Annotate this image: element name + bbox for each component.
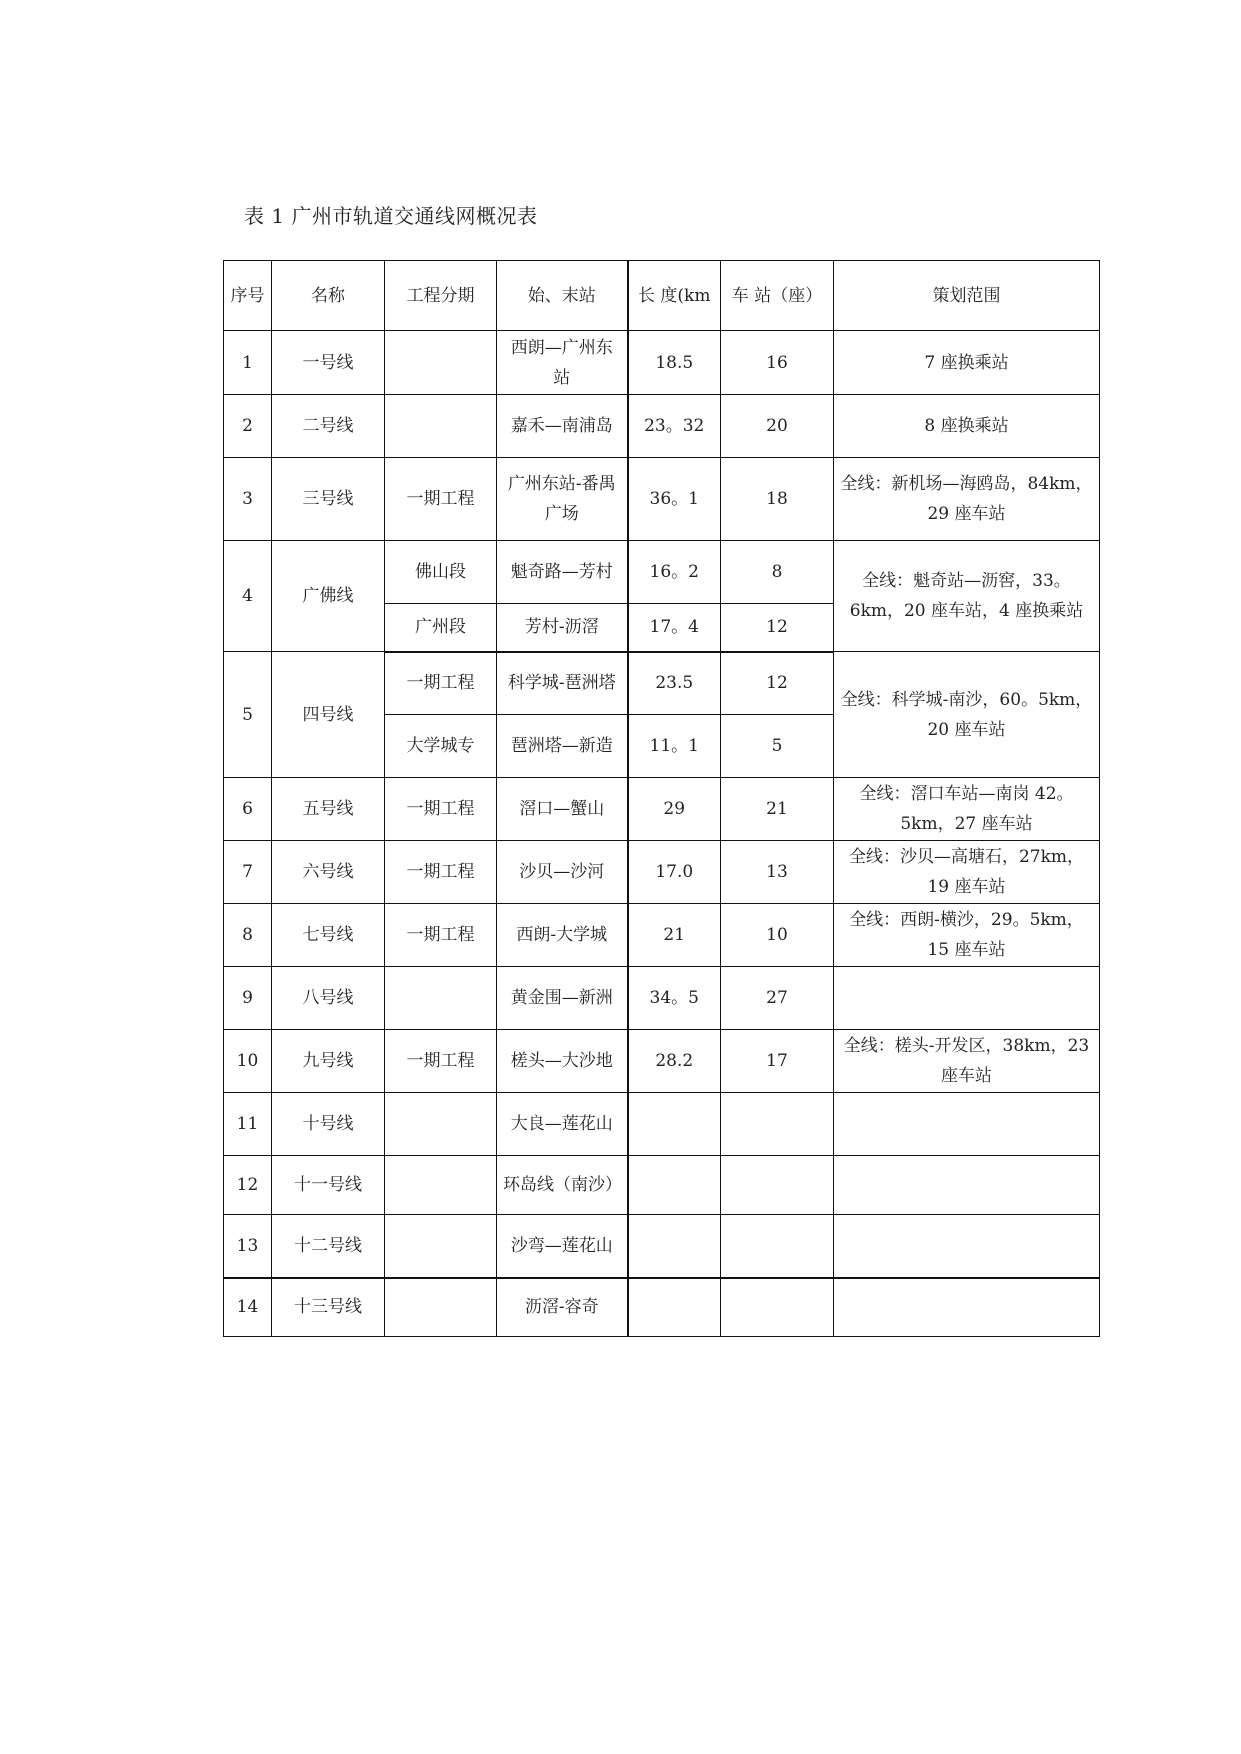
cell-name: 五号线: [272, 778, 385, 841]
cell-scope: 全线：魁奇站—沥窖，33。6km，20 座车站，4 座换乘站: [834, 541, 1100, 652]
cell-length: 21: [628, 904, 721, 967]
cell-scope: 全线：滘口车站—南岗 42。5km，27 座车站: [834, 778, 1100, 841]
table-row: [224, 967, 1100, 1030]
cell-no: 2: [224, 395, 272, 458]
cell-length: 28.2: [628, 1030, 721, 1093]
header-name: 名称: [272, 261, 385, 331]
cell-no: 10: [224, 1030, 272, 1093]
cell-length: [628, 1215, 721, 1278]
cell-ends: 沙弯—莲花山: [497, 1215, 628, 1278]
cell-length: 34。5: [628, 967, 721, 1030]
cell-length: 36。1: [628, 458, 721, 541]
cell-scope: 全线：槎头-开发区，38km，23 座车站: [834, 1030, 1100, 1093]
cell-stations: [721, 1093, 834, 1156]
header-stations: 车 站（座）: [721, 261, 834, 331]
cell-stations: 10: [721, 904, 834, 967]
cell-ends: 嘉禾—南浦岛: [497, 395, 628, 458]
cell-stations: [721, 1278, 834, 1337]
table-row: [224, 1030, 1100, 1093]
cell-stations: 12: [721, 652, 834, 715]
cell-name: 七号线: [272, 904, 385, 967]
cell-ends: 沙贝—沙河: [497, 841, 628, 904]
table-row: [224, 395, 1100, 458]
cell-scope: [834, 1093, 1100, 1156]
cell-ends: 大良—莲花山: [497, 1093, 628, 1156]
cell-phase: 一期工程: [385, 778, 497, 841]
header-row: [224, 261, 1100, 331]
cell-ends: 槎头—大沙地: [497, 1030, 628, 1093]
cell-name: 三号线: [272, 458, 385, 541]
cell-phase: 一期工程: [385, 458, 497, 541]
table-row: [224, 1093, 1100, 1156]
table-row: [224, 652, 1100, 715]
cell-phase: [385, 1156, 497, 1215]
cell-scope: 全线：西朗-横沙，29。5km，15 座车站: [834, 904, 1100, 967]
cell-scope: 全线：新机场—海鸥岛，84km，29 座车站: [834, 458, 1100, 541]
table-caption: 表 1 广州市轨道交通线网概况表: [244, 204, 538, 228]
cell-ends: 黄金围—新洲: [497, 967, 628, 1030]
cell-ends: 沥滘-容奇: [497, 1278, 628, 1337]
cell-length: 17.0: [628, 841, 721, 904]
cell-stations: 16: [721, 331, 834, 395]
cell-ends: 西朗-大学城: [497, 904, 628, 967]
cell-stations: 13: [721, 841, 834, 904]
cell-length: 29: [628, 778, 721, 841]
cell-phase: [385, 331, 497, 395]
cell-no: 11: [224, 1093, 272, 1156]
cell-stations: [721, 1156, 834, 1215]
cell-ends: 琶洲塔—新造: [497, 715, 628, 778]
header-scope: 策划范围: [834, 261, 1100, 331]
table-row: [224, 541, 1100, 604]
table-row: [224, 1278, 1100, 1337]
cell-length: 23.5: [628, 652, 721, 715]
cell-scope: 全线：科学城-南沙，60。5km，20 座车站: [834, 652, 1100, 778]
cell-stations: [721, 1215, 834, 1278]
cell-stations: 27: [721, 967, 834, 1030]
cell-name: 一号线: [272, 331, 385, 395]
cell-name: 十号线: [272, 1093, 385, 1156]
cell-ends: 科学城-琶洲塔: [497, 652, 628, 715]
cell-scope: 全线：沙贝—高塘石，27km，19 座车站: [834, 841, 1100, 904]
cell-phase: 佛山段: [385, 541, 497, 604]
cell-no: 8: [224, 904, 272, 967]
table-row: [224, 841, 1100, 904]
cell-no: 4: [224, 541, 272, 652]
cell-scope: [834, 1278, 1100, 1337]
cell-phase: 广州段: [385, 604, 497, 652]
cell-phase: 一期工程: [385, 841, 497, 904]
cell-length: 17。4: [628, 604, 721, 652]
cell-length: [628, 1093, 721, 1156]
cell-name: 二号线: [272, 395, 385, 458]
table-row: [224, 458, 1100, 541]
header-phase: 工程分期: [385, 261, 497, 331]
cell-ends: 广州东站-番禺广场: [497, 458, 628, 541]
cell-no: 5: [224, 652, 272, 778]
cell-phase: 大学城专: [385, 715, 497, 778]
cell-name: 四号线: [272, 652, 385, 778]
cell-length: 11。1: [628, 715, 721, 778]
cell-phase: 一期工程: [385, 1030, 497, 1093]
cell-no: 9: [224, 967, 272, 1030]
cell-name: 广佛线: [272, 541, 385, 652]
cell-stations: 20: [721, 395, 834, 458]
rail-network-table: [223, 260, 1100, 1337]
cell-name: 八号线: [272, 967, 385, 1030]
cell-length: 16。2: [628, 541, 721, 604]
cell-no: 1: [224, 331, 272, 395]
cell-stations: 5: [721, 715, 834, 778]
header-length: 长 度(km: [628, 261, 721, 331]
cell-stations: 17: [721, 1030, 834, 1093]
table-row: [224, 778, 1100, 841]
cell-scope: [834, 1156, 1100, 1215]
cell-stations: 18: [721, 458, 834, 541]
cell-name: 十三号线: [272, 1278, 385, 1337]
cell-scope: [834, 967, 1100, 1030]
cell-ends: 环岛线（南沙）: [497, 1156, 628, 1215]
cell-length: 18.5: [628, 331, 721, 395]
cell-name: 六号线: [272, 841, 385, 904]
table-row: [224, 1156, 1100, 1215]
cell-phase: [385, 1093, 497, 1156]
cell-scope: 7 座换乘站: [834, 331, 1100, 395]
cell-phase: [385, 395, 497, 458]
cell-phase: [385, 1215, 497, 1278]
cell-name: 十一号线: [272, 1156, 385, 1215]
cell-no: 6: [224, 778, 272, 841]
cell-name: 十二号线: [272, 1215, 385, 1278]
header-ends: 始、末站: [497, 261, 628, 331]
cell-length: [628, 1278, 721, 1337]
cell-ends: 芳村-沥滘: [497, 604, 628, 652]
cell-stations: 8: [721, 541, 834, 604]
table-row: [224, 331, 1100, 395]
cell-ends: 西朗—广州东站: [497, 331, 628, 395]
cell-phase: 一期工程: [385, 904, 497, 967]
cell-no: 3: [224, 458, 272, 541]
cell-no: 14: [224, 1278, 272, 1337]
cell-no: 7: [224, 841, 272, 904]
cell-scope: [834, 1215, 1100, 1278]
table-row: [224, 904, 1100, 967]
header-no: 序号: [224, 261, 272, 331]
cell-phase: [385, 967, 497, 1030]
table-row: [224, 1215, 1100, 1278]
cell-length: [628, 1156, 721, 1215]
cell-phase: 一期工程: [385, 652, 497, 715]
cell-ends: 滘口—蟹山: [497, 778, 628, 841]
cell-stations: 21: [721, 778, 834, 841]
cell-phase: [385, 1278, 497, 1337]
cell-length: 23。32: [628, 395, 721, 458]
cell-no: 12: [224, 1156, 272, 1215]
cell-scope: 8 座换乘站: [834, 395, 1100, 458]
cell-ends: 魁奇路—芳村: [497, 541, 628, 604]
cell-name: 九号线: [272, 1030, 385, 1093]
cell-no: 13: [224, 1215, 272, 1278]
cell-stations: 12: [721, 604, 834, 652]
